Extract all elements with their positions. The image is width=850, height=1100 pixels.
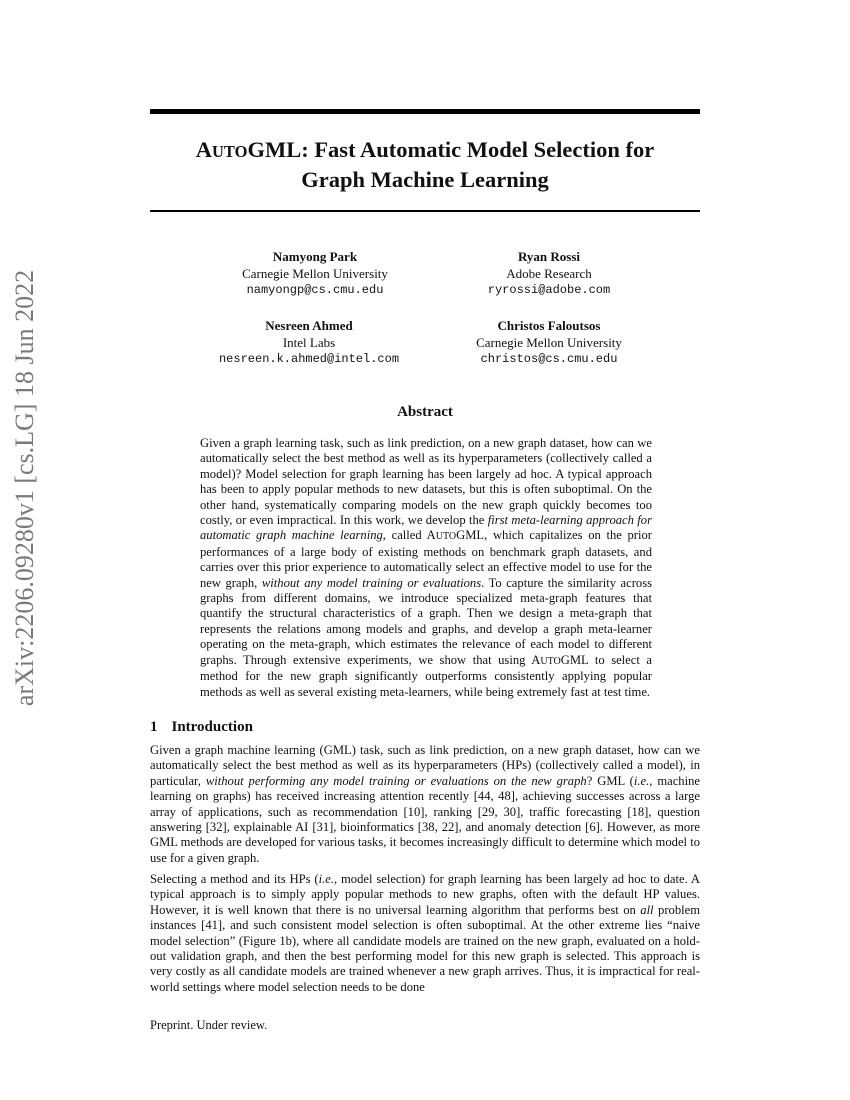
author-email: christos@cs.cmu.edu	[480, 352, 618, 366]
title-cap: A	[195, 137, 212, 162]
arxiv-identifier	[5, 269, 45, 707]
author-block	[419, 318, 679, 368]
title-bottom-rule	[150, 210, 700, 212]
author-name: Nesreen Ahmed	[265, 318, 353, 333]
section-heading	[150, 719, 253, 736]
abstract-text: Given a graph learning task, such as link prediction, on a new graph dataset, how can we automatically select the best method as well as its hyperparameters (collectively called a model)? Model selection for graph learning has been largely ad hoc. A typical approach has been to apply popular methods to new datasets, but this is often suboptimal. On the other hand, systematically comparing models on the new graph quickly becomes too costly, or even impractical. In this work, we develop the first meta-learning approach for automatic graph machine learning, called AUTOGML, which capitalizes on the prior performances of a large body of existing methods on benchmark graph datasets, and carries over this prior experience to automatically select an effective model to use for the new graph, without any model training or evaluations. To capture the similarity across graphs from different domains, we introduce specialized meta-graph features that quantify the structural characteristics of a graph. Then we design a meta-graph that represents the relations among models and graphs, and develop a graph meta-learner operating on the meta-graph, which estimates the relevance of each model to different graphs. Through extensive experiments, we show that using AUTOGML to select a method for the new graph significantly outperforms consistently applying popular methods as well as several existing meta-learners, while being extremely fast at test time.	[200, 436, 652, 699]
author-affiliation: Adobe Research	[506, 265, 592, 281]
intro-paragraph-1: Given a graph machine learning (GML) task, such as link prediction, on a new graph dataset, how can we automatically select the best method as well as its hyperparameters (HPs) (collectively called a model), in particular, without performing any model training or evaluations on the new graph? GML (i.e., machine learning on graphs) has received increasing attention recently [44, 48], achieving successes across a large array of applications, such as recommendation [10], ranking [29, 30], traffic forecasting [18], question answering [32], explainable AI [31], bioinformatics [38, 22], and anomaly detection [6]. However, as more GML methods are developed for various tasks, it becomes increasingly difficult to determine which model to use for a given graph.	[150, 743, 700, 865]
intro-paragraph-2: Selecting a method and its HPs (i.e., model selection) for graph learning has been largely ad hoc to date. A typical approach is to simply apply popular methods to new graphs, often with the default HP values. However, it is well known that there is no universal learning algorithm that performs best on all problem instances [41], and such consistent model selection is often suboptimal. At the other extreme lies “naive model selection” (Figure 1b), where all candidate models are trained on the new graph, evaluated on a hold-out validation graph, and then the best performing model for this new graph is selected. This approach is very costly as all candidate models are trained whenever a new graph arrives. Thus, it is impractical for real-world settings where model selection needs to be done	[150, 872, 700, 994]
section-number: 1	[150, 719, 158, 735]
abstract-heading: Abstract	[397, 404, 453, 420]
title-line2: Graph Machine Learning	[301, 167, 549, 192]
author-email: nesreen.k.ahmed@intel.com	[218, 352, 400, 366]
author-name: Christos Faloutsos	[497, 318, 601, 333]
author-name: Ryan Rossi	[517, 249, 581, 264]
author-block	[185, 249, 445, 299]
title-smallcaps: UTO	[211, 142, 248, 161]
author-affiliation: Intel Labs	[282, 334, 336, 350]
title-line1: GML: Fast Automatic Model Selection for	[247, 137, 655, 162]
author-affiliation: Carnegie Mellon University	[242, 265, 388, 281]
author-name: Namyong Park	[272, 249, 358, 264]
author-affiliation: Carnegie Mellon University	[476, 334, 622, 350]
section-title: Introduction	[171, 719, 253, 735]
author-email: namyongp@cs.cmu.edu	[246, 283, 384, 297]
author-email: ryrossi@adobe.com	[487, 283, 611, 297]
author-block	[419, 249, 679, 299]
arxiv-identifier-text: arXiv:2206.09280v1 [cs.LG] 18 Jun 2022	[10, 269, 39, 707]
preprint-footer: Preprint. Under review.	[150, 1018, 268, 1032]
title-top-rule	[150, 109, 700, 114]
paper-title	[150, 136, 700, 194]
author-block	[179, 318, 439, 368]
